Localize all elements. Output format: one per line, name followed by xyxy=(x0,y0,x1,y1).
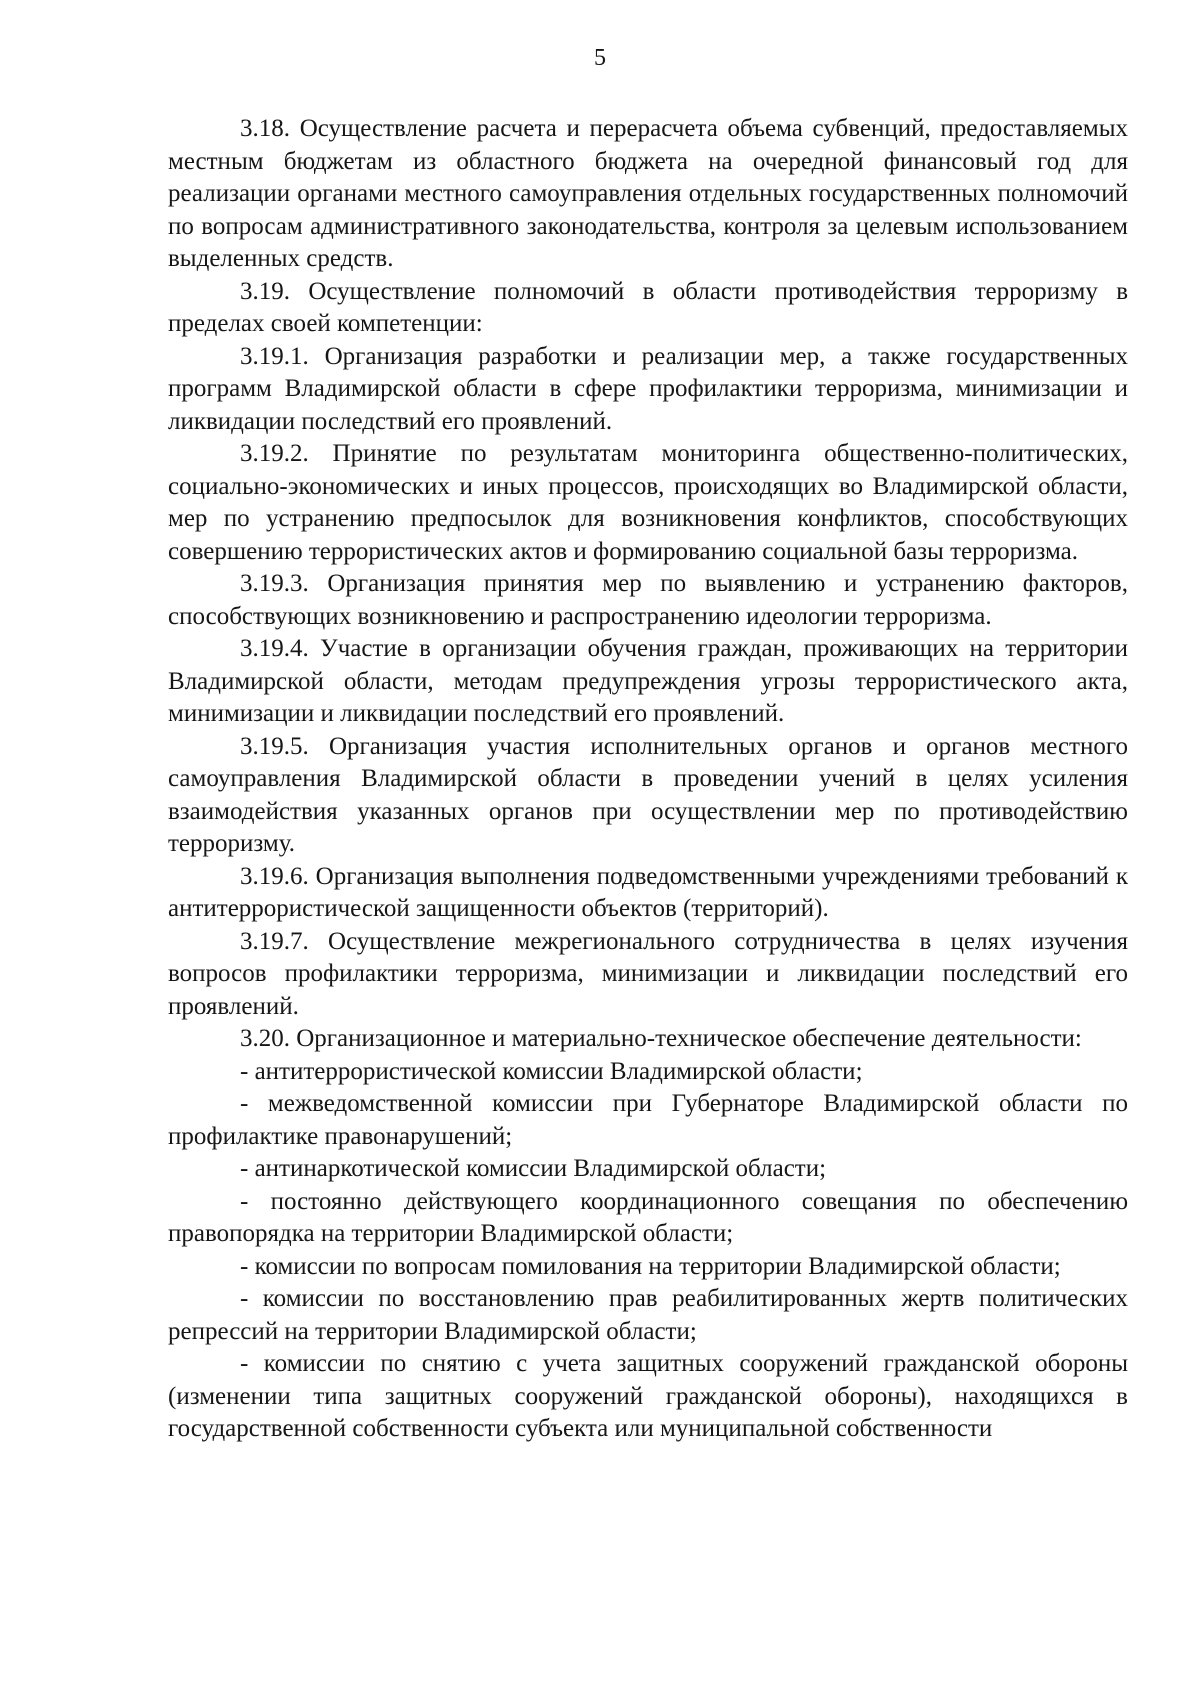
paragraph-3-19-1: 3.19.1. Организация разработки и реализации мер, а также государственных программ Владимирской области в сфере профилактики терроризма, минимизации и ликвидации последствий его проявлений. xyxy=(168,342,1128,435)
paragraph-3-19-4: 3.19.4. Участие в организации обучения граждан, проживающих на территории Владимирской области, методам предупреждения угрозы террористического акта, минимизации и ликвидации последствий его проявлений. xyxy=(168,635,1128,727)
paragraph-3-19-7: 3.19.7. Осуществление межрегионального сотрудничества в целях изучения вопросов профилактики терроризма, минимизации и ликвидации последствий его проявлений. xyxy=(168,927,1128,1020)
list-item: - комиссии по вопросам помилования на территории Владимирской области; xyxy=(240,1252,1061,1280)
paragraph-3-19-5: 3.19.5. Организация участия исполнительных органов и органов местного самоуправления Владимирской области в проведении учений в целях усиления взаимодействия указанных органов при осуществлении мер по противодействию терроризму. xyxy=(168,732,1128,857)
paragraph-3-19-6: 3.19.6. Организация выполнения подведомственными учреждениями требований к антитеррористической защищенности объектов (территорий). xyxy=(168,862,1128,922)
paragraph-3-19-3: 3.19.3. Организация принятия мер по выявлению и устранению факторов, способствующих возникновению и распространению идеологии терроризма. xyxy=(168,570,1128,630)
list-item: - межведомственной комиссии при Губернаторе Владимирской области по профилактике правонарушений; xyxy=(168,1090,1128,1150)
list-item: - комиссии по восстановлению прав реабилитированных жертв политических репрессий на территории Владимирской области; xyxy=(168,1285,1128,1345)
page-number: 5 xyxy=(594,45,606,71)
list-item: - антитеррористической комиссии Владимирской области; xyxy=(240,1057,863,1085)
paragraph-3-18: 3.18. Осуществление расчета и перерасчета объема субвенций, предоставляемых местным бюджетам из областного бюджета на очередной финансовый год для реализации органами местного самоуправления отдельных государственных полномочий по вопросам административного законодательства, контроля за целевым использованием выделенных средств. xyxy=(168,115,1128,272)
paragraph-3-19: 3.19. Осуществление полномочий в области противодействия терроризму в пределах своей компетенции: xyxy=(168,277,1128,337)
list-item: - антинаркотической комиссии Владимирской области; xyxy=(240,1155,827,1182)
paragraph-3-19-2: 3.19.2. Принятие по результатам мониторинга общественно-политических, социально-экономических и иных процессов, происходящих во Владимирской области, мер по устранению предпосылок для возникновения конфликтов, способствующих совершению террористических актов и формированию социальной базы терроризма. xyxy=(168,440,1128,565)
list-item: - постоянно действующего координационного совещания по обеспечению правопорядка на территории Владимирской области; xyxy=(168,1187,1128,1247)
document-body xyxy=(168,113,1128,1446)
list-item: - комиссии по снятию с учета защитных сооружений гражданской обороны (изменении типа защитных сооружений гражданской обороны), находящихся в государственной собственности субъекта или муниципальной собственности xyxy=(168,1350,1128,1442)
paragraph-3-20: 3.20. Организационное и материально-техническое обеспечение деятельности: xyxy=(240,1025,1082,1052)
